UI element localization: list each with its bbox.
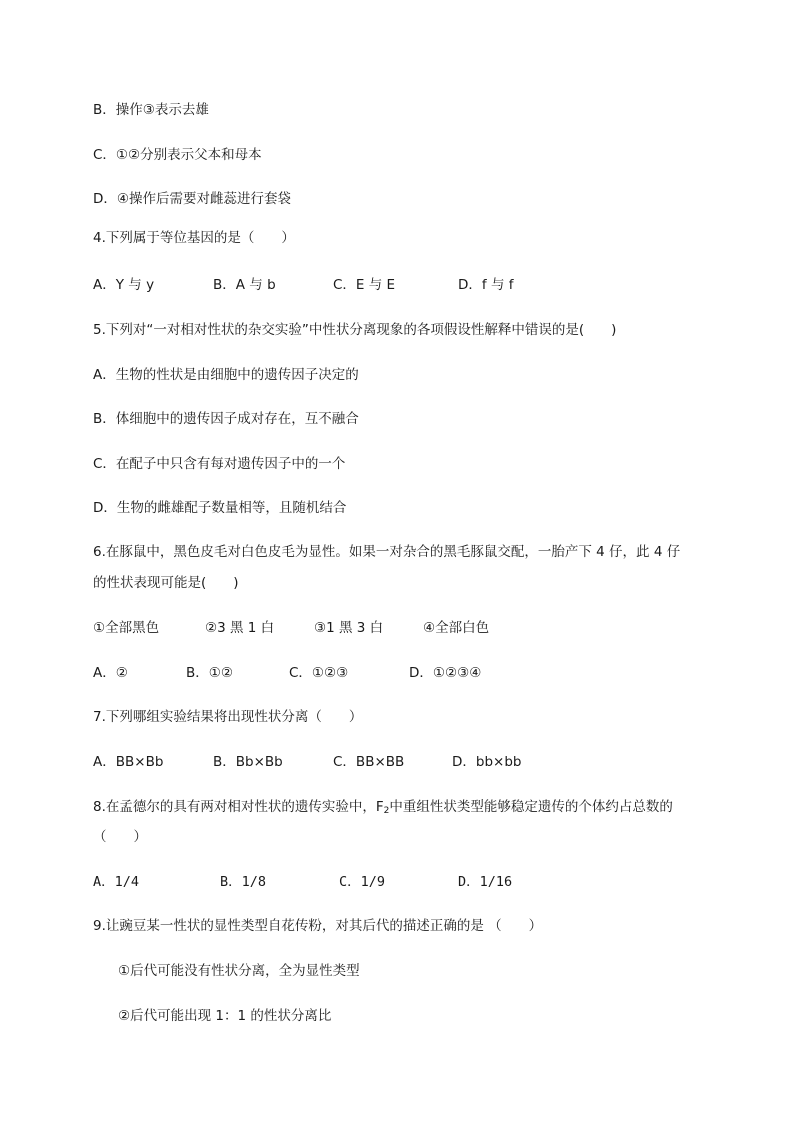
q8-option-d: D．1/16 xyxy=(458,874,513,890)
q6-item-2: ②3 黑 1 白 xyxy=(205,620,275,636)
q6-item-1: ①全部黑色 xyxy=(93,620,160,636)
q8-option-a: A．1/4 xyxy=(93,874,140,890)
q9-statement-2: ②后代可能出现 1：1 的性状分离比 xyxy=(118,1008,332,1024)
q5-option-b: B．体细胞中的遗传因子成对存在，互不融合 xyxy=(93,411,359,427)
q6-option-a: A．② xyxy=(93,665,128,681)
q4-option-d: D．f 与 f xyxy=(458,277,514,293)
q7-option-a: A．BB×Bb xyxy=(93,754,164,770)
q6-option-b: B．①② xyxy=(186,665,233,681)
q7-option-b: B．Bb×Bb xyxy=(213,754,283,770)
q8-option-b: B．1/8 xyxy=(220,874,267,890)
question-6-line-1: 6.在豚鼠中，黑色皮毛对白色皮毛为显性。如果一对杂合的黑毛豚鼠交配，一胎产下 4 仔，此 4 仔 xyxy=(93,544,681,560)
q6-item-4: ④全部白色 xyxy=(423,620,490,636)
question-7: 7.下列哪组实验结果将出现性状分离（ ） xyxy=(93,709,363,725)
q4-option-b: B．A 与 b xyxy=(213,277,276,293)
q4-option-c: C．E 与 E xyxy=(333,277,396,293)
q7-option-c: C．BB×BB xyxy=(333,754,405,770)
q6-item-3: ③1 黑 3 白 xyxy=(314,620,384,636)
q8-text-end: 中重组性状类型能够稳定遗传的个体约占总数的 xyxy=(389,799,673,815)
q3-option-b: B．操作③表示去雄 xyxy=(93,102,209,118)
q8-option-c: C．1/9 xyxy=(339,874,386,890)
q8-text-start: 8.在孟德尔的具有两对相对性状的遗传实验中，F xyxy=(93,799,384,815)
question-5: 5.下列对“一对相对性状的杂交实验”中性状分离现象的各项假设性解释中错误的是( ) xyxy=(93,322,617,338)
question-4: 4.下列属于等位基因的是（ ） xyxy=(93,230,295,246)
q6-option-d: D．①②③④ xyxy=(409,665,482,681)
question-8-line-2: （ ） xyxy=(93,829,147,845)
question-6-line-2: 的性状表现可能是( ) xyxy=(93,575,239,591)
q3-option-c: C．①②分别表示父本和母本 xyxy=(93,147,262,163)
q5-option-a: A．生物的性状是由细胞中的遗传因子决定的 xyxy=(93,367,359,383)
q5-option-c: C．在配子中只含有每对遗传因子中的一个 xyxy=(93,456,346,472)
q3-option-d: D．④操作后需要对雌蕊进行套袋 xyxy=(93,191,291,207)
question-9: 9.让豌豆某一性状的显性类型自花传粉，对其后代的描述正确的是 （ ） xyxy=(93,918,543,934)
q9-statement-1: ①后代可能没有性状分离，全为显性类型 xyxy=(118,963,360,979)
q6-option-c: C．①②③ xyxy=(289,665,349,681)
q7-option-d: D．bb×bb xyxy=(452,754,522,770)
q8-subscript: 2 xyxy=(383,806,390,816)
q5-option-d: D．生物的雌雄配子数量相等，且随机结合 xyxy=(93,500,347,516)
question-8-line-1 xyxy=(93,798,673,820)
q4-option-a: A．Y 与 y xyxy=(93,277,155,293)
